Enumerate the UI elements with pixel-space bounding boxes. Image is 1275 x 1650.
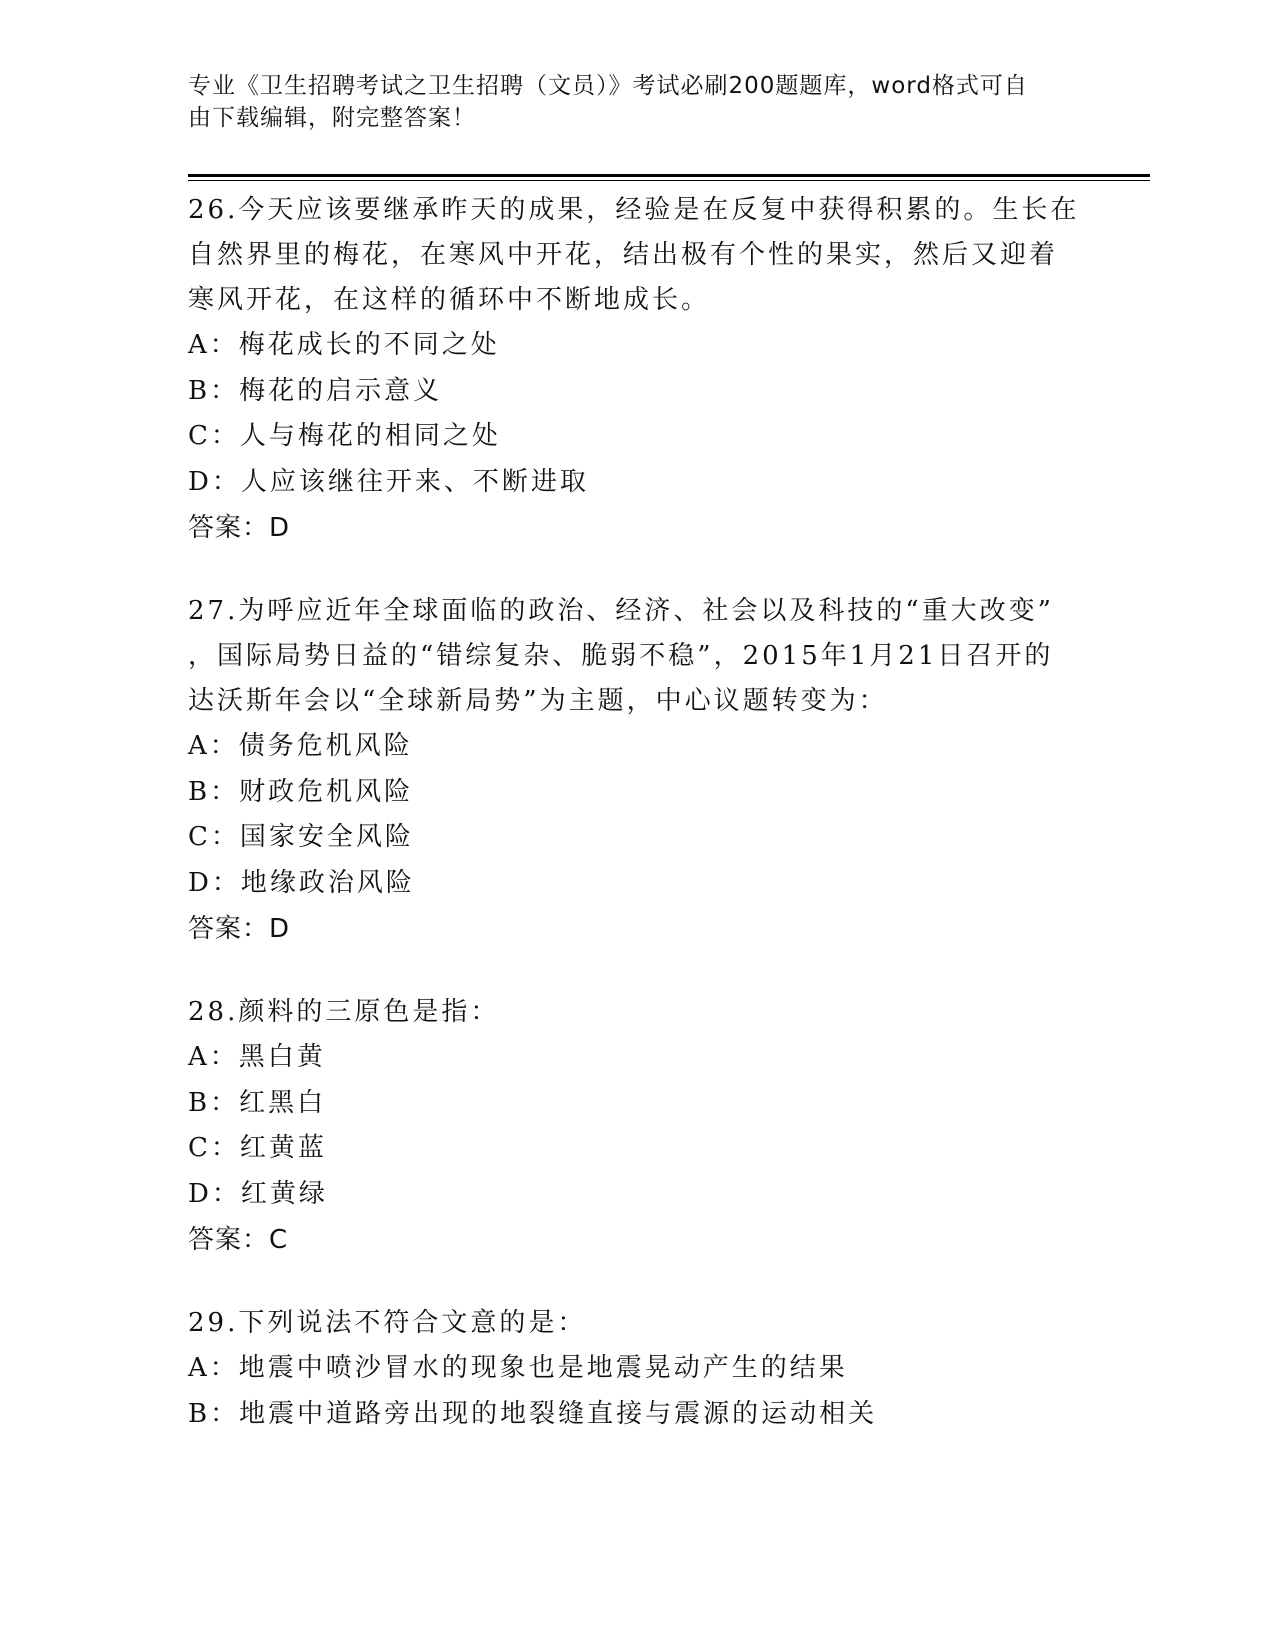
question-line: 寒风开花，在这样的循环中不断地成长。 [188,285,711,315]
option-a: A：梅花成长的不同之处 [188,330,500,360]
question-line: 达沃斯年会以“全球新局势”为主题，中心议题转变为： [188,686,888,716]
answer-label: 答案：C [188,1225,289,1255]
question-28 [188,990,1088,1263]
question-text [188,188,1088,323]
header-divider-thick [188,174,1150,177]
option-a: A：债务危机风险 [188,731,413,761]
option-b: B：地震中道路旁出现的地裂缝直接与震源的运动相关 [188,1398,878,1429]
question-line: 28.颜料的三原色是指： [188,997,500,1027]
header-divider-thin [188,180,1150,181]
question-27 [188,589,1088,952]
option-d: D：人应该继往开来、不断进取 [188,466,589,497]
option-b: B：红黑白 [188,1087,327,1118]
question-line: 26.今天应该要继承昨天的成果，经验是在反复中获得积累的。生长在 [188,195,1080,225]
question-26 [188,188,1088,551]
question-text [188,990,1088,1035]
option-c: C：红黄蓝 [188,1133,327,1163]
header-line-1: 专业《卫生招聘考试之卫生招聘（文员）》考试必刷200题题库，word格式可自 [188,73,1028,99]
option-c: C：国家安全风险 [188,822,414,852]
question-line: 自然界里的梅花，在寒风中开花，结出极有个性的果实，然后又迎着 [188,240,1059,270]
header-line-2: 由下载编辑，附完整答案！ [188,105,476,131]
option-a: A：地震中喷沙冒水的现象也是地震晃动产生的结果 [188,1353,848,1383]
option-d: D：地缘政治风险 [188,867,415,898]
question-line: 27.为呼应近年全球面临的政治、经济、社会以及科技的“重大改变” [188,596,1054,626]
option-b: B：财政危机风险 [188,776,414,807]
document-header [188,70,1068,134]
answer-label: 答案：D [188,914,291,944]
question-line: ，国际局势日益的“错综复杂、脆弱不稳”，2015年1月21日召开的 [188,641,1054,671]
option-d: D：红黄绿 [188,1178,328,1209]
question-list [188,188,1088,1437]
option-c: C：人与梅花的相同之处 [188,421,501,451]
option-b: B：梅花的启示意义 [188,375,443,406]
question-29 [188,1301,1088,1437]
question-text [188,589,1088,724]
question-line: 29.下列说法不符合文意的是： [188,1308,587,1338]
question-text [188,1301,1088,1346]
option-a: A：黑白黄 [188,1042,326,1072]
answer-label: 答案：D [188,513,291,543]
